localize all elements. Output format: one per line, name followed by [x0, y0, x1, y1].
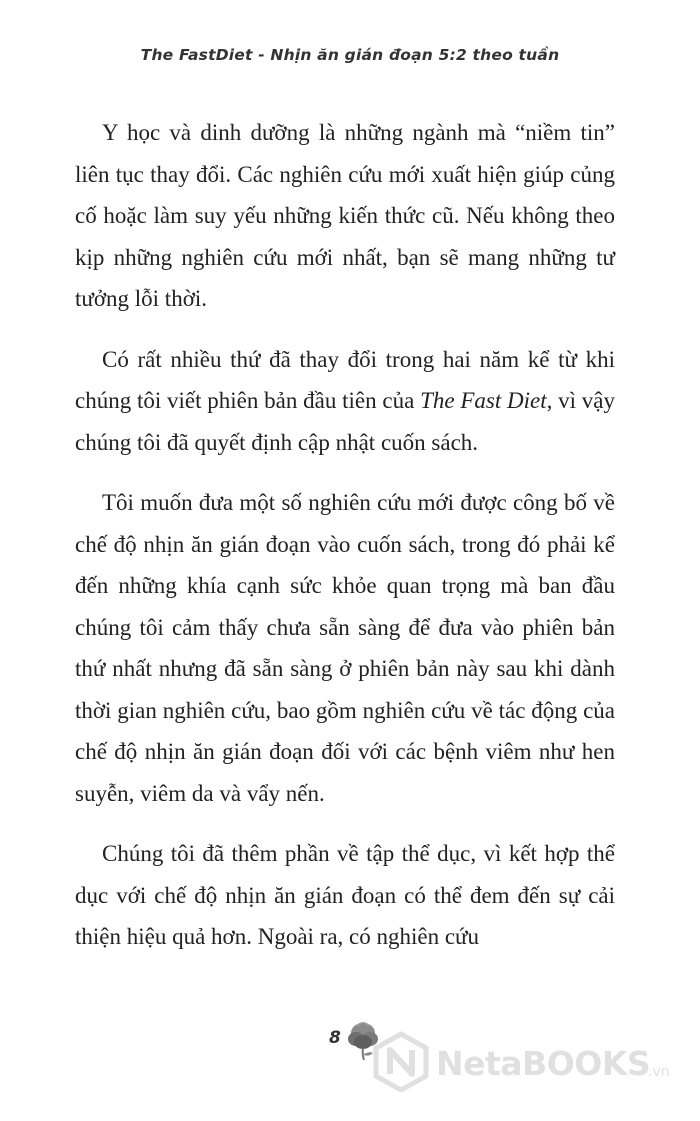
paragraph-2-text-after: , vì vậy chúng tôi đã quyết định cập nhật cuốn sách.	[75, 388, 615, 455]
page-number: 8	[329, 1028, 341, 1048]
paragraph-3: Tôi muốn đưa một số nghiên cứu mới được công bố về chế độ nhịn ăn gián đoạn vào cuốn sách, trong đó phải kể đến những khía cạnh sức khỏe quan trọng mà ban đầu chúng tôi cảm thấy chưa sẵn sàng để đưa vào phiên bản thứ nhất nhưng đã sẵn sàng ở phiên bản này sau khi dành thời gian nghiên cứu, bao gồm nghiên cứu về tác động của chế độ nhịn ăn gián đoạn đối với các bệnh viêm như hen suyễn, viêm da và vẩy nến.	[75, 490, 615, 806]
paragraph-4: Chúng tôi đã thêm phần về tập thể dục, vì kết hợp thể dục với chế độ nhịn ăn gián đoạn có thể đem đến sự cải thiện hiệu quả hơn. Ngoài ra, có nghiên cứu	[75, 841, 615, 949]
book-title-italic: The Fast Diet	[420, 388, 547, 413]
watermark	[370, 1030, 690, 1094]
paragraph-2	[75, 339, 615, 464]
running-header: The FastDiet - Nhịn ăn gián đoạn 5:2 theo tuần	[140, 46, 560, 64]
paragraph-2-text-before: Có rất nhiều thứ đã thay đổi trong hai năm kể từ khi chúng tôi viết phiên bản đầu tiên của	[75, 346, 615, 413]
watermark-suffix: .vn	[648, 1064, 670, 1080]
paragraph-1: Y học và dinh dưỡng là những ngành mà “niềm tin” liên tục thay đổi. Các nghiên cứu mới xuất hiện giúp củng cố hoặc làm suy yếu những kiến thức cũ. Nếu không theo kịp những nghiên cứu mới nhất, bạn sẽ mang những tư tưởng lỗi thời.	[75, 120, 615, 311]
netabooks-logo-icon	[370, 1030, 432, 1092]
page-body	[75, 112, 615, 977]
page-footer	[0, 1018, 700, 1098]
watermark-text: NetaBOOKS	[436, 1044, 651, 1083]
